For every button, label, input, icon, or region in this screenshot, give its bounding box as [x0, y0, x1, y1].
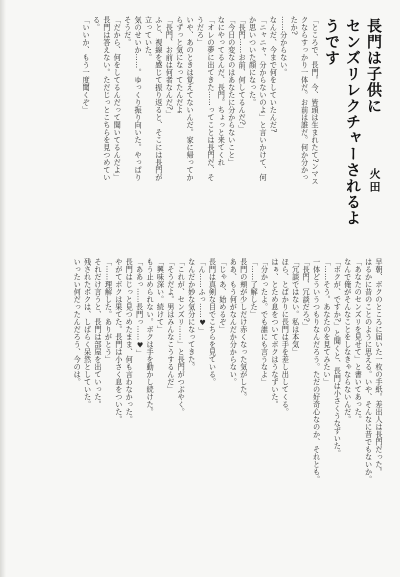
lower-block-line: はるかに昔のことのように思える。いや、そんなに昔でもないか。	[364, 258, 374, 483]
lower-block-line: はぁ、とため息をついてボクはうなずいた。	[270, 258, 280, 408]
lower-block-line: 「そうだよ。男はみんなこうするんだ」	[166, 258, 176, 393]
lower-block-line: 「興味深い。続けて」	[156, 258, 166, 333]
lower-block-line: それだけ言うと、長門は部屋を出ていった。	[94, 258, 104, 408]
lower-block-line: 一体どういうつもりなんだろう。ただの好奇心なのか、それとも。	[312, 258, 322, 483]
lower-block-line: 「……了解した」	[250, 258, 260, 318]
lower-block-line: 長門は真剣な目でこちらを見ている。	[208, 258, 218, 386]
lower-block-line: 「ん……ふっ……♥」	[198, 258, 208, 335]
lower-block-line: なんで俺がそんなことをしなきゃならないんだ。	[343, 258, 353, 423]
upper-block-line: 「ニャニャ、分からないのよ」と言いかけて、何か思いついた顔になった。	[248, 16, 268, 181]
upper-block-line: ふと、視線を感じて振り返ると、そこには長門が立っていた。	[144, 16, 164, 181]
lower-block-line: 「冗談ではない。私は本気」	[291, 258, 301, 356]
upper-block-line: 「長門……お前、何してるんだ?」	[238, 16, 248, 133]
lower-block-line: やがてボクは果てた。長門は小さく息をついた。	[114, 258, 124, 423]
lower-block-line: 「ああっ……長門っ……♥」	[135, 258, 145, 358]
author-name: 火田	[368, 168, 381, 194]
lower-block-line: 「……理解した。ありがとう」	[104, 258, 114, 363]
lower-block-line: 「あなたのセンズリを見せて」と書いてあった。	[354, 258, 364, 423]
upper-block-line: ……分からない。	[279, 16, 289, 76]
lower-block-line: 早朝、ボクのところに届いた一枚の手紙。差出人は長門だった。	[375, 258, 384, 476]
lower-block-line: 「じゃあ、始めるぞ」	[218, 258, 228, 333]
story-title-line-1: 長門は子供に	[365, 18, 383, 114]
lower-block-line: なんだか妙な気分になってきた。	[187, 258, 197, 371]
lower-block-line: 長門の頬が少しだけ赤くなった気がした。	[239, 258, 249, 401]
lower-block-line: ああ、もう何がなんだか分からない。	[229, 258, 239, 386]
title-block	[324, 18, 384, 228]
story-title-line-2: センズリレクチャーされるようです	[323, 18, 362, 226]
upper-block-line: いや、あのときは覚えてないんだ。家に帰ってからずっと気になってたんだよ	[175, 16, 196, 181]
lower-block-line: 「分かったよ。でも誰にも言うなよ」	[260, 258, 270, 386]
lower-block-line: 「長門、冗談だろ?」	[302, 258, 312, 330]
lower-block-line: いったい何だったんだろう、今のは。	[73, 258, 83, 386]
upper-block-line: 「長門、お前は何者なんだ?」	[165, 16, 175, 118]
upper-block-line: 「だから、何をしてるんだって聞いてるんだよ」	[113, 16, 123, 181]
lower-block-line: 長門はじっと見つめたまま、何も言わなかった。	[125, 258, 135, 423]
upper-block-line: 気のせいか……。ゆっくり振り向いた。やっぱりそうだ。	[123, 16, 144, 181]
scan-edge	[0, 0, 6, 577]
lower-block-line: ほら、とばかりに長門は手を差し出してくる。	[281, 258, 291, 416]
lower-block-line: 残されたボクは、しばらく呆然としていた。	[83, 258, 93, 408]
upper-block-line: なにやってるんだ、長門。ちょっと来てくれ	[217, 16, 227, 166]
lower-block-line: 「……そう。あなたのを見てみたい」	[322, 258, 332, 386]
lower-text-block	[14, 258, 384, 558]
upper-block-line: 「オレの夢に出てきた……ってことは長門だ、そうだろ」	[196, 16, 216, 181]
upper-block-line: 「いいか、もう一度聞くぞ」	[82, 16, 92, 114]
upper-block-line: 「今日の変なのはあなたに分からないこと」	[227, 16, 237, 166]
lower-block-line: 「ボクが、ですか?」と聞くと、長門は小さくうなずいた。	[333, 258, 343, 458]
upper-block-line: なんだ、今まで何をしていたんだ?	[269, 16, 279, 133]
lower-block-line: 「これが、センズリ……」と長門がつぶやく。	[177, 258, 187, 416]
upper-block-line: 「ところで、長門。今、皆頭は生まれたて?ンマスクならすっかり一体だ。お前は誰だ。何か分かったか?	[290, 16, 320, 186]
upper-text-block	[15, 16, 320, 186]
lower-block-line: もう止められない。ボクは手を動かし続けた。	[146, 258, 156, 416]
upper-block-line: 長門は答えない。ただじっとこちらを見つめている。	[92, 16, 112, 181]
story-title	[321, 18, 384, 228]
